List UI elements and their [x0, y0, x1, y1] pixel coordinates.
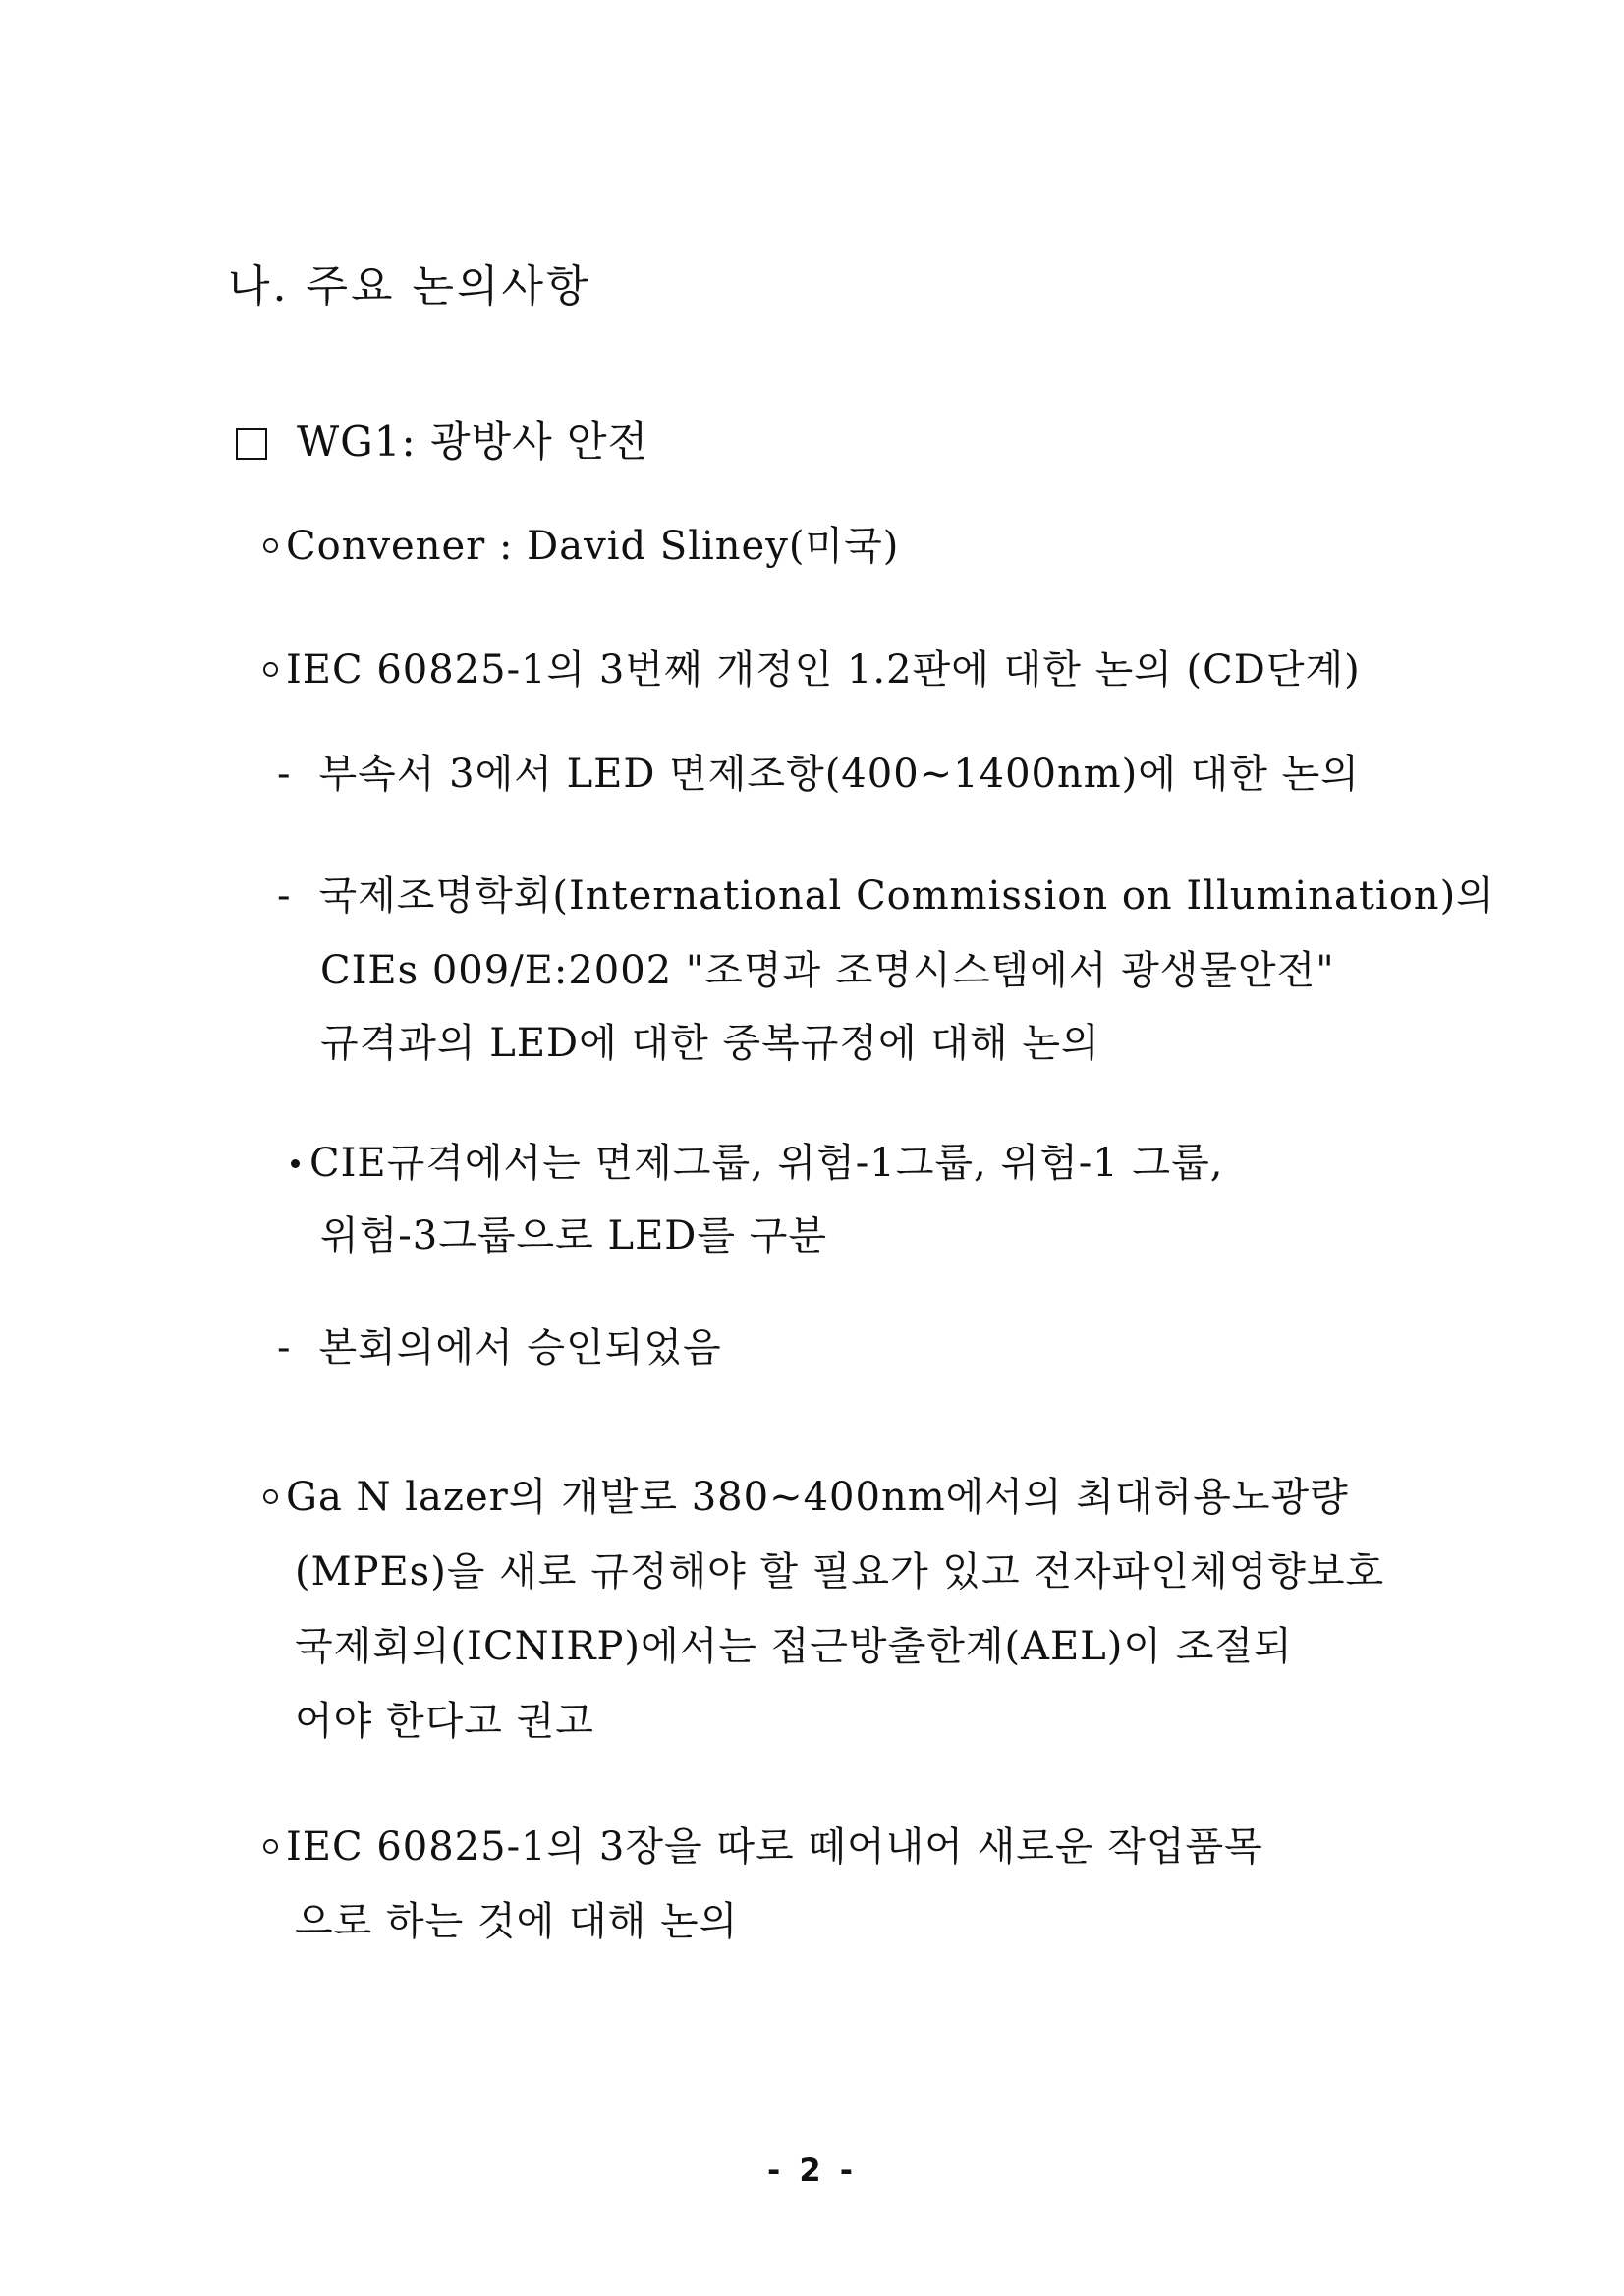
gan-line-2: (MPEs)을 새로 규정해야 할 필요가 있고 전자파인체영향보호	[295, 1549, 1385, 1595]
sub-item-2	[277, 870, 1495, 922]
dot-bullet-icon	[291, 1159, 300, 1168]
circle-bullet-icon	[263, 1489, 278, 1504]
checkbox-square-icon	[236, 428, 267, 460]
sub-item-3	[277, 1322, 722, 1373]
sub-item-3-text: 본회의에서 승인되었음	[318, 1325, 722, 1371]
gan-line-1: Ga N lazer의 개발로 380~400nm에서의 최대허용노광량	[286, 1475, 1349, 1520]
convener-row	[263, 521, 899, 572]
circle-bullet-icon	[263, 538, 278, 553]
page-number: - 2 -	[766, 2152, 858, 2189]
bullet-item	[291, 1138, 1223, 1189]
wg1-title-row	[236, 417, 648, 468]
iec-revision-text: IEC 60825-1의 3번째 개정인 1.2판에 대한 논의 (CD단계)	[286, 647, 1361, 693]
circle-bullet-icon	[263, 1839, 278, 1854]
dash-marker: -	[277, 873, 292, 919]
dash-marker: -	[277, 1325, 292, 1371]
sub-item-2-line-3: 규격과의 LED에 대한 중복규정에 대해 논의	[320, 1021, 1100, 1066]
chapter3-line-2: 으로 하는 것에 대해 논의	[295, 1899, 739, 1944]
section-heading: 나. 주요 논의사항	[228, 261, 591, 311]
gan-line-4: 어야 한다고 권고	[295, 1699, 594, 1744]
bullet-line-2: 위험-3그룹으로 LED를 구분	[320, 1213, 827, 1259]
chapter3-item	[263, 1821, 1263, 1873]
dash-marker: -	[277, 752, 292, 797]
sub-item-2-line-2: CIEs 009/E:2002 "조명과 조명시스템에서 광생물안전"	[320, 948, 1335, 993]
wg1-title: WG1: 광방사 안전	[297, 418, 649, 466]
chapter3-line-1: IEC 60825-1의 3장을 따로 떼어내어 새로운 작업품목	[286, 1824, 1263, 1870]
sub-item-1	[277, 749, 1360, 800]
gan-item	[263, 1472, 1349, 1523]
circle-bullet-icon	[263, 662, 278, 677]
convener-text: Convener : David Sliney(미국)	[286, 524, 900, 569]
gan-line-3: 국제회의(ICNIRP)에서는 접근방출한계(AEL)이 조절되	[295, 1624, 1293, 1669]
sub-item-1-text: 부속서 3에서 LED 면제조항(400~1400nm)에 대한 논의	[318, 752, 1360, 797]
iec-revision-row	[263, 644, 1361, 696]
bullet-line-1: CIE규격에서는 면제그룹, 위험-1그룹, 위험-1 그룹,	[309, 1141, 1224, 1186]
sub-item-2-line-1: 국제조명학회(International Commission on Illumination)의	[318, 873, 1495, 919]
